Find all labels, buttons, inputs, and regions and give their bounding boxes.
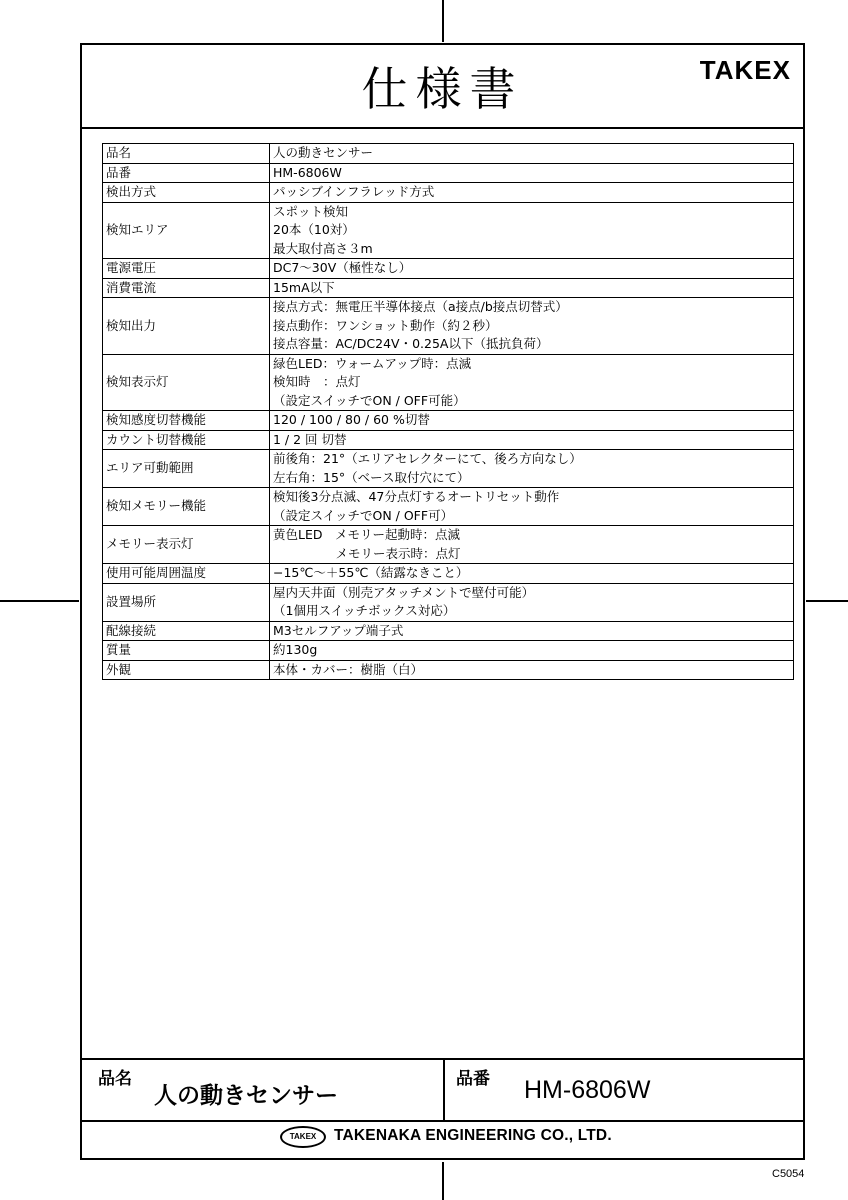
crop-mark-right (806, 600, 848, 602)
table-row (103, 660, 794, 680)
spec-value (270, 564, 794, 584)
spec-value-line: 緑色LED：ウォームアップ時：点滅 (273, 355, 472, 371)
spec-value-line: 人の動きセンサー (273, 145, 374, 160)
table-row (103, 354, 794, 411)
spec-label: 電源電圧 (103, 259, 270, 279)
company-row (82, 1120, 803, 1156)
spec-value-line: （1個用スイッチボックス対応） (273, 603, 456, 618)
spec-value-line: M3セルフアップ端子式 (273, 622, 404, 638)
table-row (103, 259, 794, 279)
spec-label: 検知感度切替機能 (103, 411, 270, 431)
spec-value-line: 接点動作：ワンショット動作（約２秒） (273, 317, 498, 333)
spec-value-line: 左右角：15°（ベース取付穴にて） (273, 469, 470, 485)
table-row (103, 144, 794, 164)
crop-mark-bottom (442, 1162, 444, 1200)
document-code: C5054 (772, 1168, 805, 1180)
spec-value (270, 583, 794, 621)
footer-code-value: HM-6806W (524, 1076, 651, 1104)
crop-mark-top (442, 0, 444, 42)
table-row (103, 183, 794, 203)
footer-code-label: 品番 (456, 1069, 490, 1089)
table-row (103, 450, 794, 488)
brand-logo: TAKEX (699, 55, 791, 85)
spec-value-line: （設定スイッチでON / OFF可能） (273, 392, 466, 408)
footer-name-value: 人の動きセンサー (154, 1083, 338, 1109)
spec-value-line: スポット検知 (273, 203, 349, 219)
spec-label: カウント切替機能 (103, 430, 270, 450)
spec-label: 設置場所 (103, 583, 270, 621)
table-row (103, 526, 794, 564)
spec-label: 消費電流 (103, 278, 270, 298)
spec-value-line: 1 / 2 回 切替 (273, 431, 347, 447)
spec-value-line: 屋内天井面（別売アタッチメントで壁付可能） (273, 584, 535, 600)
spec-label: 検知メモリー機能 (103, 488, 270, 526)
table-row (103, 583, 794, 621)
spec-value (270, 660, 794, 680)
spec-label: 検知表示灯 (103, 354, 270, 411)
table-row (103, 298, 794, 355)
table-row (103, 564, 794, 584)
spec-value (270, 411, 794, 431)
spec-label: メモリー表示灯 (103, 526, 270, 564)
table-row (103, 430, 794, 450)
spec-label: エリア可動範囲 (103, 450, 270, 488)
spec-value (270, 641, 794, 661)
spec-value-line: 15mA以下 (273, 279, 335, 295)
footer-name-label: 品名 (98, 1069, 132, 1089)
spec-value (270, 450, 794, 488)
page-title: 仕様書 (361, 62, 524, 116)
footer (82, 1058, 803, 1158)
spec-value (270, 430, 794, 450)
company-name: TAKENAKA ENGINEERING CO., LTD. (334, 1127, 612, 1144)
spec-value (270, 298, 794, 355)
footer-divider (443, 1060, 445, 1120)
spec-value-line: 検知後3分点滅、47分点灯するオートリセット動作 (273, 489, 560, 504)
spec-sheet (80, 43, 805, 1160)
spec-value-line: パッシブインフラレッド方式 (273, 184, 435, 199)
spec-value-line: 約130g (273, 642, 318, 657)
spec-value (270, 621, 794, 641)
table-row (103, 202, 794, 259)
spec-label: 品名 (103, 144, 270, 164)
spec-value-line: HM-6806W (273, 164, 342, 180)
spec-value (270, 278, 794, 298)
spec-label: 検知出力 (103, 298, 270, 355)
table-row (103, 163, 794, 183)
table-row (103, 641, 794, 661)
spec-label: 検知エリア (103, 202, 270, 259)
spec-value (270, 163, 794, 183)
spec-value-line: 前後角：21°（エリアセレクターにて、後ろ方向なし） (273, 451, 582, 466)
spec-label: 配線接続 (103, 621, 270, 641)
spec-table (102, 143, 794, 680)
spec-value-line: −15℃～＋55℃（結露なきこと） (273, 565, 469, 580)
spec-value-line: 接点方式：無電圧半導体接点（a接点/b接点切替式） (273, 299, 568, 314)
spec-value-line: 120 / 100 / 80 / 60 %切替 (273, 412, 430, 427)
spec-value-line: DC7～30V（極性なし） (273, 260, 412, 275)
spec-label: 外観 (103, 660, 270, 680)
table-row (103, 278, 794, 298)
spec-value-line: 本体・カバー：樹脂（白） (273, 661, 424, 677)
spec-value (270, 526, 794, 564)
spec-value (270, 354, 794, 411)
footer-product-row (82, 1060, 803, 1122)
spec-value-line: 最大取付高さ３m (273, 240, 373, 256)
spec-value-line: メモリー表示時：点灯 (273, 545, 461, 561)
spec-label: 品番 (103, 163, 270, 183)
spec-value-line: 黄色LED メモリー起動時：点滅 (273, 527, 460, 542)
spec-value (270, 183, 794, 203)
title-row (82, 45, 803, 129)
spec-value-line: 接点容量：AC/DC24V・0.25A以下（抵抗負荷） (273, 336, 549, 351)
spec-value-line: 20本（10対） (273, 222, 355, 237)
spec-value-line: 検知時 ：点灯 (273, 374, 361, 389)
spec-label: 検出方式 (103, 183, 270, 203)
table-row (103, 621, 794, 641)
table-row (103, 411, 794, 431)
spec-value (270, 144, 794, 164)
crop-mark-left (0, 600, 79, 602)
table-row (103, 488, 794, 526)
spec-label: 質量 (103, 641, 270, 661)
spec-value (270, 202, 794, 259)
spec-value (270, 259, 794, 279)
spec-value (270, 488, 794, 526)
company-logo-icon: TAKEX (280, 1126, 326, 1148)
spec-label: 使用可能周囲温度 (103, 564, 270, 584)
spec-value-line: （設定スイッチでON / OFF可） (273, 507, 454, 523)
